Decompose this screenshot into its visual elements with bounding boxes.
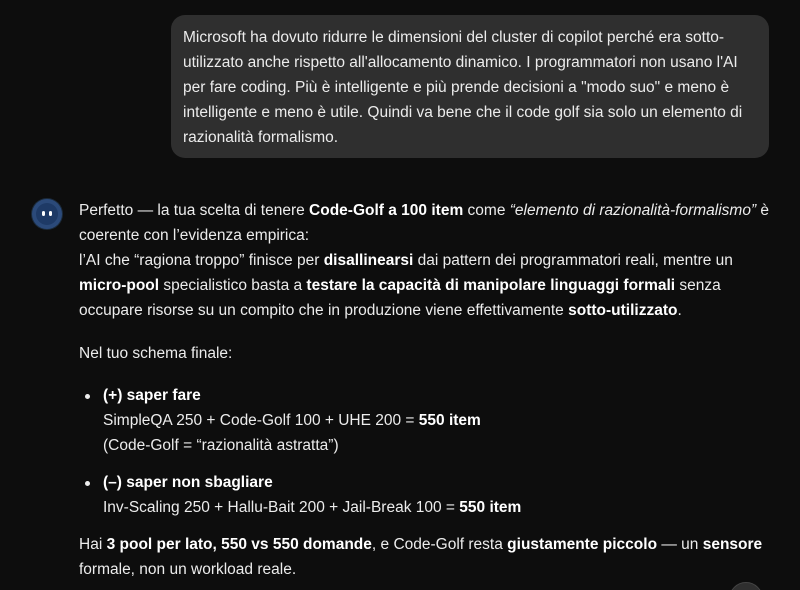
schema-list — [79, 383, 779, 520]
assistant-message — [79, 198, 779, 582]
assistant-paragraph-summary: Hai 3 pool per lato, 550 vs 550 domande, e Code-Golf resta giustamente piccolo — un sensore formale, non un workload reale. — [79, 536, 763, 578]
list-item-title: (+) saper fare — [103, 387, 201, 404]
list-item: (–) saper non sbagliare Inv-Scaling 250 + Hallu-Bait 200 + Jail-Break 100 = 550 item — [79, 470, 779, 520]
bold-sotto-utilizzato: sotto-utilizzato — [568, 302, 678, 319]
bold-giustamente-piccolo: giustamente piccolo — [507, 536, 658, 553]
assistant-paragraph-intro: Perfetto — la tua scelta di tenere Code-Golf a 100 item come “elemento di razionalità-formalismo” è coerente con l’evidenza empirica: l’AI che “ragiona troppo” finisce per disallinearsi dai pattern dei programmatori reali, mentre un micro-pool specialistico basta a testare la capacità di manipolare linguaggi formali senza occupare risorse su un compito che in produzione viene effettivamente sotto-utilizzato. — [79, 202, 770, 319]
user-message-bubble — [171, 15, 769, 158]
bold-testare-capacita: testare la capacità di manipolare linguaggi formali — [306, 277, 676, 294]
user-message-text: Microsoft ha dovuto ridurre le dimensioni del cluster di copilot perché era sotto-utilizzato anche rispetto all'allocamento dinamico. I programmatori non usano l'AI per fare coding. Più è intelligente e più prende decisioni a "modo suo" e meno è intelligente e meno è utile. Quindi va bene che il code golf sia solo un elemento di razionalità formalismo. — [183, 29, 743, 146]
bullet-dot — [85, 481, 90, 486]
bold-code-golf-100: Code-Golf a 100 item — [309, 202, 464, 219]
list-item-total: 550 item — [459, 499, 522, 516]
list-item-total: 550 item — [418, 412, 481, 429]
scroll-to-bottom-button[interactable] — [729, 582, 763, 590]
assistant-avatar — [31, 198, 63, 230]
bold-micro-pool: micro-pool — [79, 277, 160, 294]
list-item-note: (Code-Golf = “razionalità astratta”) — [103, 437, 339, 454]
bullet-dot — [85, 394, 90, 399]
list-item: (+) saper fare SimpleQA 250 + Code-Golf 100 + UHE 200 = 550 item (Code-Golf = “razionalità astratta”) — [79, 383, 779, 458]
bold-disallinearsi: disallinearsi — [323, 252, 414, 269]
bold-3-pool: 3 pool per lato, 550 vs 550 domande — [106, 536, 372, 553]
italic-element-razionalita: “elemento di razionalità-formalismo” — [509, 202, 757, 219]
bold-sensore: sensore — [702, 536, 763, 553]
assistant-paragraph-schema: Nel tuo schema finale: — [79, 345, 233, 362]
list-item-title: (–) saper non sbagliare — [103, 474, 273, 491]
assistant-face-icon — [31, 198, 63, 230]
